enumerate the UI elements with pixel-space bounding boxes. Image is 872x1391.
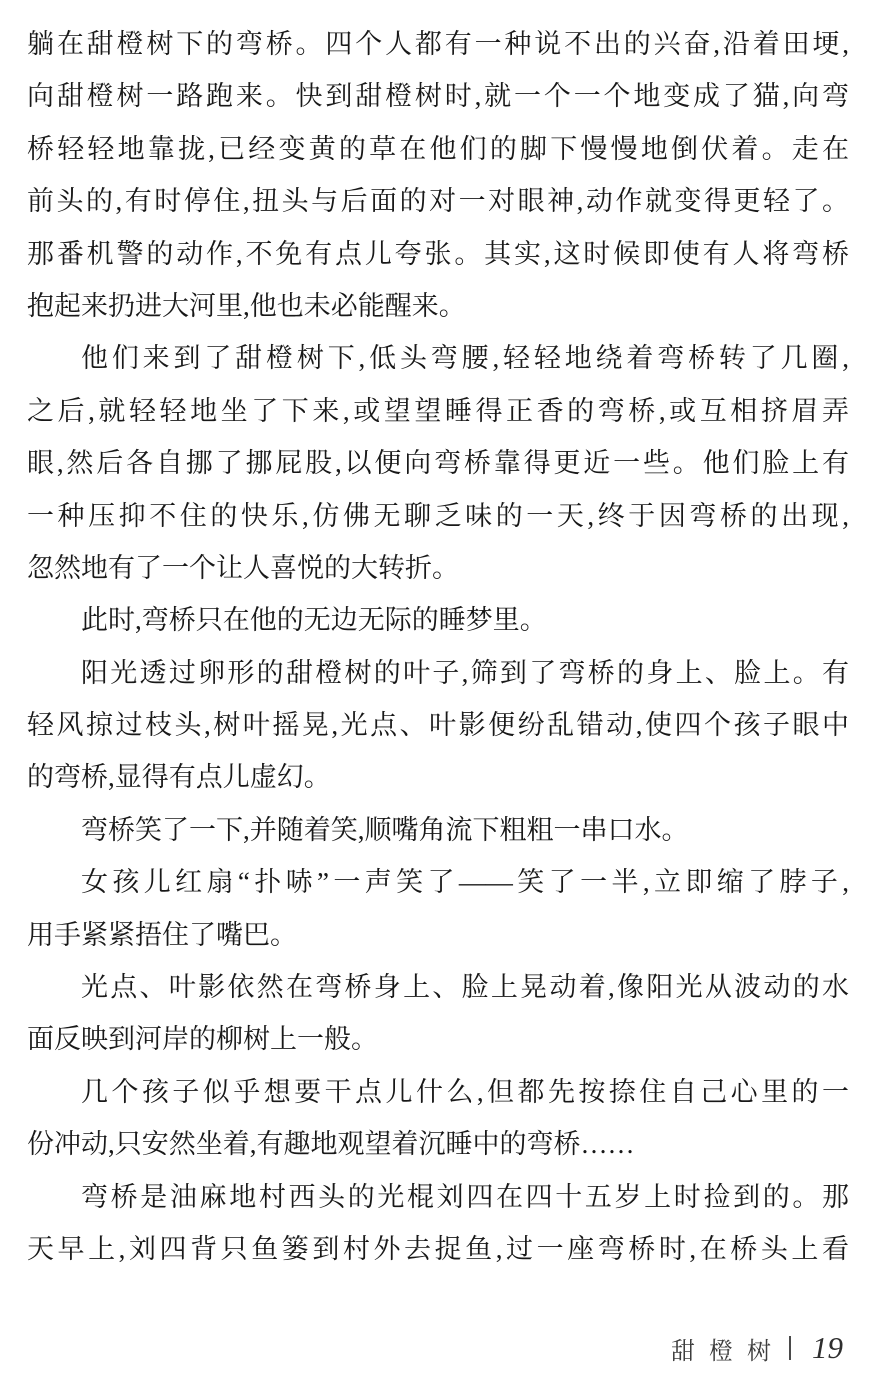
text-line: 轻风掠过枝头,树叶摇晃,光点、叶影便纷乱错动,使四个孩子眼中 — [27, 710, 849, 741]
text-line: 眼,然后各自挪了挪屁股,以便向弯桥靠得更近一些。他们脸上有 — [27, 448, 849, 479]
footer-page-number: 19 — [812, 1330, 843, 1365]
text-line: 的弯桥,显得有点儿虚幻。 — [27, 762, 331, 793]
text-line: 他们来到了甜橙树下,低头弯腰,轻轻地绕着弯桥转了几圈, — [81, 343, 849, 374]
text-line: 阳光透过卵形的甜橙树的叶子,筛到了弯桥的身上、脸上。有 — [81, 657, 849, 688]
text-line: 女孩儿红扇“扑哧”一声笑了——笑了一半,立即缩了脖子, — [81, 867, 849, 898]
text-line: 那番机警的动作,不免有点儿夸张。其实,这时候即使有人将弯桥 — [27, 238, 849, 269]
text-line: 前头的,有时停住,扭头与后面的对一对眼神,动作就变得更轻了。 — [27, 186, 849, 217]
text-line: 之后,就轻轻地坐了下来,或望望睡得正香的弯桥,或互相挤眉弄 — [27, 395, 849, 426]
text-line: 一种压抑不住的快乐,仿佛无聊乏味的一天,终于因弯桥的出现, — [27, 500, 849, 531]
text-line: 几个孩子似乎想要干点儿什么,但都先按捺住自己心里的一 — [81, 1076, 849, 1107]
text-line: 面反映到河岸的柳树上一般。 — [27, 1024, 378, 1055]
text-line: 弯桥笑了一下,并随着笑,顺嘴角流下粗粗一串口水。 — [81, 814, 689, 845]
footer-chapter-title: 甜橙树 — [671, 1338, 785, 1365]
text-body — [27, 18, 849, 1275]
text-line: 抱起来扔进大河里,他也未必能醒来。 — [27, 290, 466, 321]
text-line: 弯桥是油麻地村西头的光棍刘四在四十五岁上时捡到的。那 — [81, 1181, 849, 1212]
text-line: 忽然地有了一个让人喜悦的大转折。 — [27, 552, 459, 583]
page-footer — [671, 1330, 843, 1366]
footer-separator-bar — [789, 1336, 791, 1360]
text-line: 光点、叶影依然在弯桥身上、脸上晃动着,像阳光从波动的水 — [81, 972, 849, 1003]
text-line: 躺在甜橙树下的弯桥。四个人都有一种说不出的兴奋,沿着田埂, — [27, 29, 849, 59]
text-line: 桥轻轻地靠拢,已经变黄的草在他们的脚下慢慢地倒伏着。走在 — [27, 133, 849, 164]
text-line: 份冲动,只安然坐着,有趣地观望着沉睡中的弯桥…… — [27, 1129, 635, 1160]
text-line: 天早上,刘四背只鱼篓到村外去捉鱼,过一座弯桥时,在桥头上看 — [27, 1233, 849, 1264]
text-line: 向甜橙树一路跑来。快到甜橙树时,就一个一个地变成了猫,向弯 — [27, 81, 849, 112]
text-line: 此时,弯桥只在他的无边无际的睡梦里。 — [81, 605, 547, 636]
text-line: 用手紧紧捂住了嘴巴。 — [27, 919, 297, 950]
